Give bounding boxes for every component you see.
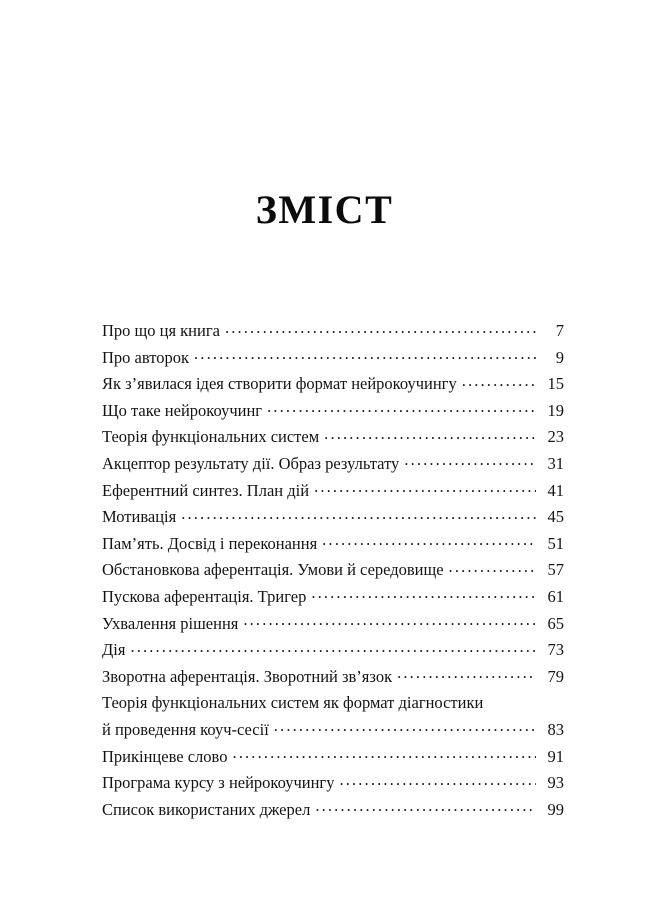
toc-entry-page-number: 65 xyxy=(547,613,564,633)
toc-entry-page-number: 31 xyxy=(547,453,564,473)
toc-entry-label: Про авторок xyxy=(102,347,190,367)
dot-leader xyxy=(225,320,536,337)
toc-entry-page-number: 41 xyxy=(547,480,564,500)
dot-leader xyxy=(324,426,536,443)
dot-leader xyxy=(315,798,536,815)
toc-entry-page-number: 51 xyxy=(547,533,564,553)
dot-leader xyxy=(267,399,536,416)
toc-entry-page-number: 83 xyxy=(547,719,564,739)
toc-entry-label: Акцептор результату дії. Образ результату xyxy=(102,453,400,473)
toc-entry-page-number: 73 xyxy=(547,640,564,660)
dot-leader xyxy=(243,612,536,629)
toc-entry-label: Про що ця книга xyxy=(102,321,220,340)
toc-entry-label: Програма курсу з нейрокоучингу xyxy=(102,773,335,793)
toc-entry-page-number: 61 xyxy=(547,586,564,606)
toc-entry-label: Еферентний синтез. План дій xyxy=(102,480,310,500)
dot-leader xyxy=(397,665,536,682)
toc-entry-page-number: 99 xyxy=(547,799,564,819)
dot-leader xyxy=(339,772,536,789)
toc-entry-page-number: 7 xyxy=(555,321,564,340)
toc-entry-page-number: 19 xyxy=(547,400,564,420)
toc-entry-page-number: 45 xyxy=(547,507,564,527)
toc-entry-page-number: 79 xyxy=(547,666,564,686)
dot-leader xyxy=(181,506,536,523)
dot-leader xyxy=(194,346,536,363)
toc-entry-label: Теорія функціональних систем xyxy=(102,427,320,447)
toc-entry[interactable] xyxy=(102,611,564,638)
toc-entry-page-number: 9 xyxy=(555,347,564,367)
toc-entry[interactable] xyxy=(102,637,564,664)
toc-entry-label: Прикінцеве слово xyxy=(102,746,228,766)
toc-entry-label: Пам’ять. Досвід і переконання xyxy=(102,533,318,553)
toc-entry[interactable] xyxy=(102,717,564,744)
toc-entry[interactable] xyxy=(102,797,564,824)
dot-leader xyxy=(404,452,536,469)
toc-entry-label: Як з’явилася ідея створити формат нейрокоучингу xyxy=(102,374,457,394)
toc-entry-page-number: 15 xyxy=(547,374,564,394)
toc-entry[interactable] xyxy=(102,504,564,531)
toc-entry[interactable] xyxy=(102,371,564,398)
toc-entry[interactable] xyxy=(102,770,564,797)
table-of-contents-list xyxy=(102,318,564,823)
toc-entry-label: Пускова аферентація. Тригер xyxy=(102,586,307,606)
toc-entry[interactable] xyxy=(102,318,564,345)
dot-leader xyxy=(274,718,536,735)
dot-leader xyxy=(314,479,536,496)
toc-entry[interactable] xyxy=(102,345,564,372)
dot-leader xyxy=(311,585,536,602)
toc-entry-page-number: 23 xyxy=(547,427,564,447)
page-title: ЗМІСТ xyxy=(255,187,394,232)
dot-leader xyxy=(462,373,536,390)
toc-entry[interactable] xyxy=(102,531,564,558)
dot-leader xyxy=(130,639,536,656)
toc-entry-label: Мотивація xyxy=(102,507,177,527)
toc-entry[interactable] xyxy=(102,424,564,451)
toc-entry-page-number: 91 xyxy=(547,746,564,766)
toc-entry-label: Зворотна аферентація. Зворотний зв’язок xyxy=(102,666,393,686)
toc-entry[interactable] xyxy=(102,744,564,771)
toc-entry[interactable] xyxy=(102,398,564,425)
toc-entry[interactable] xyxy=(102,451,564,478)
toc-entry[interactable] xyxy=(102,478,564,505)
dot-leader xyxy=(232,745,536,762)
toc-entry[interactable] xyxy=(102,584,564,611)
toc-entry-line-overflow[interactable]: Теорія функціональних систем як формат діагностики xyxy=(102,693,484,713)
dot-leader xyxy=(449,559,536,576)
toc-entry[interactable] xyxy=(102,664,564,691)
toc-entry-label: Обстановкова аферентація. Умови й середовище xyxy=(102,560,444,580)
toc-entry-page-number: 57 xyxy=(547,560,564,580)
toc-entry-label: Що таке нейрокоучинг xyxy=(102,400,263,420)
dot-leader xyxy=(322,532,536,549)
toc-entry-label: Ухвалення рішення xyxy=(102,613,239,633)
toc-entry-label: й проведення коуч-сесії xyxy=(102,719,269,739)
toc-entry-label: Список використаних джерел xyxy=(102,799,311,819)
toc-entry[interactable] xyxy=(102,557,564,584)
toc-entry-label: Дія xyxy=(102,640,126,660)
toc-entry-page-number: 93 xyxy=(547,773,564,793)
